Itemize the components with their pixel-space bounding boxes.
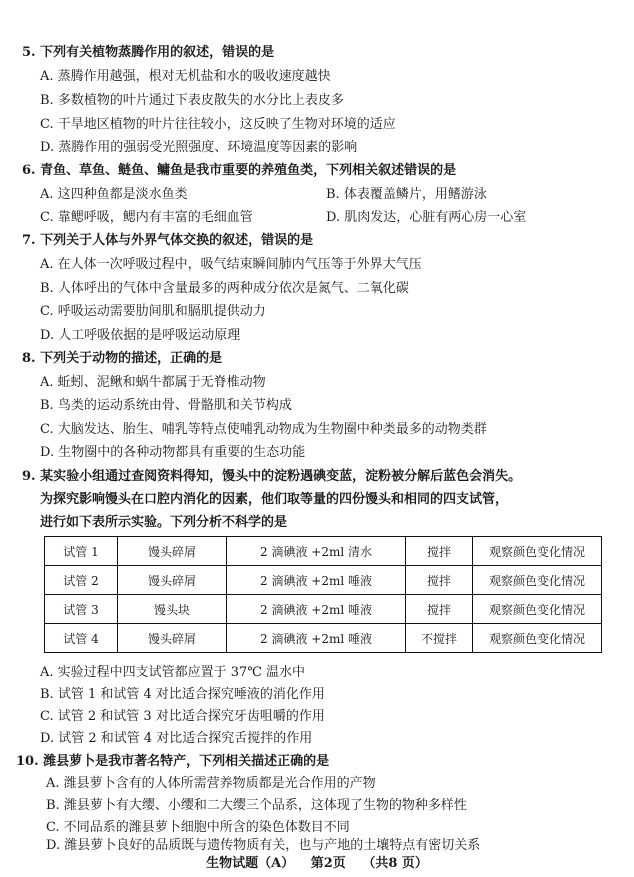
experiment-table — [44, 536, 602, 653]
q9-stem-line-2: 为探究影响馒头在口腔内消化的因素，他们取等量的四份馒头和相同的四支试管， — [40, 492, 509, 507]
q10-option-a: A. 潍县萝卜含有的人体所需营养物质都是光合作用的产物 — [46, 776, 376, 791]
q7-stem: 7. 下列关于人体与外界气体交换的叙述，错误的是 — [22, 233, 314, 248]
q6-option-d: D. 肌肉发达，心脏有两心房一心室 — [326, 210, 527, 225]
q6-stem: 6. 青鱼、草鱼、鲢鱼、鳙鱼是我市重要的养殖鱼类，下列相关叙述错误的是 — [22, 163, 457, 178]
q8-option-d: D. 生物圈中的各种动物都具有重要的生态功能 — [40, 445, 306, 460]
table-cell: 搅拌 — [406, 595, 473, 624]
q6-option-c: C. 靠鳃呼吸，鳃内有丰富的毛细血管 — [40, 210, 253, 225]
table-cell: 试管 2 — [45, 566, 118, 595]
q10-option-c: C. 不同品系的潍县萝卜细胞中所含的染色体数目不同 — [46, 820, 350, 835]
q10-option-d: D. 潍县萝卜良好的品质既与遗传物质有关，也与产地的土壤特点有密切关系 — [46, 838, 481, 853]
table-cell: 馒头碎屑 — [118, 566, 227, 595]
footer-subject: 生物试题（A） — [206, 856, 295, 871]
table-cell: 2 滴碘液 +2ml 唾液 — [227, 566, 406, 595]
footer-page: 第2页 — [310, 856, 346, 871]
q5-option-d: D. 蒸腾作用的强弱受光照强度、环境温度等因素的影响 — [40, 140, 358, 155]
q6-option-a: A. 这四种鱼都是淡水鱼类 — [40, 187, 188, 202]
table-cell: 2 滴碘液 +2ml 唾液 — [227, 595, 406, 624]
q7-option-d: D. 人工呼吸依据的是呼吸运动原理 — [40, 328, 241, 343]
table-cell: 搅拌 — [406, 537, 473, 566]
table-cell: 观察颜色变化情况 — [473, 566, 602, 595]
q5-option-b: B. 多数植物的叶片通过下表皮散失的水分比上表皮多 — [40, 93, 344, 108]
table-cell: 2 滴碘液 +2ml 唾液 — [227, 624, 406, 653]
q9-option-d: D. 试管 2 和试管 4 对比适合探究舌搅拌的作用 — [40, 731, 313, 746]
table-cell: 馒头碎屑 — [118, 624, 227, 653]
table-cell: 试管 4 — [45, 624, 118, 653]
q7-option-c: C. 呼吸运动需要肋间肌和膈肌提供动力 — [40, 304, 266, 319]
table-row — [45, 595, 602, 624]
table-cell: 不搅拌 — [406, 624, 473, 653]
q10-option-b: B. 潍县萝卜有大缨、小缨和二大缨三个品系，这体现了生物的物种多样性 — [46, 798, 467, 813]
q9-option-a: A. 实验过程中四支试管都应置于 37℃ 温水中 — [40, 665, 306, 680]
table-cell: 观察颜色变化情况 — [473, 595, 602, 624]
q5-stem: 5. 下列有关植物蒸腾作用的叙述，错误的是 — [22, 45, 275, 60]
table-cell: 馒头块 — [118, 595, 227, 624]
q5-option-c: C. 干旱地区植物的叶片往往较小，这反映了生物对环境的适应 — [40, 117, 396, 132]
q7-option-a: A. 在人体一次呼吸过程中，吸气结束瞬间肺内气压等于外界大气压 — [40, 257, 422, 272]
q10-stem: 10. 潍县萝卜是我市著名特产，下列相关描述正确的是 — [16, 754, 330, 769]
table-cell: 观察颜色变化情况 — [473, 624, 602, 653]
table-cell: 观察颜色变化情况 — [473, 537, 602, 566]
q6-option-b: B. 体表覆盖鳞片，用鳍游泳 — [326, 187, 487, 202]
q5-option-a: A. 蒸腾作用越强，根对无机盐和水的吸收速度越快 — [40, 69, 331, 84]
page-footer — [0, 855, 634, 873]
table-cell: 试管 1 — [45, 537, 118, 566]
footer-total: （共8 页） — [362, 856, 428, 871]
q9-option-b: B. 试管 1 和试管 4 对比适合探究唾液的消化作用 — [40, 687, 325, 702]
table-cell: 试管 3 — [45, 595, 118, 624]
table-cell: 馒头碎屑 — [118, 537, 227, 566]
q8-option-b: B. 鸟类的运动系统由骨、骨骼肌和关节构成 — [40, 398, 292, 413]
table-row — [45, 624, 602, 653]
q8-stem: 8. 下列关于动物的描述，正确的是 — [22, 351, 223, 366]
table-row — [45, 537, 602, 566]
q9-option-c: C. 试管 2 和试管 3 对比适合探究牙齿咀嚼的作用 — [40, 709, 325, 724]
table-cell: 2 滴碘液 +2ml 清水 — [227, 537, 406, 566]
q9-stem-line-1: 9. 某实验小组通过查阅资料得知，馒头中的淀粉遇碘变蓝，淀粉被分解后蓝色会消失。 — [22, 469, 522, 484]
q8-option-c: C. 大脑发达、胎生、哺乳等特点使哺乳动物成为生物圈中种类最多的动物类群 — [40, 422, 487, 437]
q8-option-a: A. 蚯蚓、泥鳅和蜗牛都属于无脊椎动物 — [40, 375, 266, 390]
q9-stem-line-3: 进行如下表所示实验。下列分析不科学的是 — [40, 515, 288, 530]
table-row — [45, 566, 602, 595]
q7-option-b: B. 人体呼出的气体中含量最多的两种成分依次是氮气、二氧化碳 — [40, 281, 409, 296]
table-cell: 搅拌 — [406, 566, 473, 595]
